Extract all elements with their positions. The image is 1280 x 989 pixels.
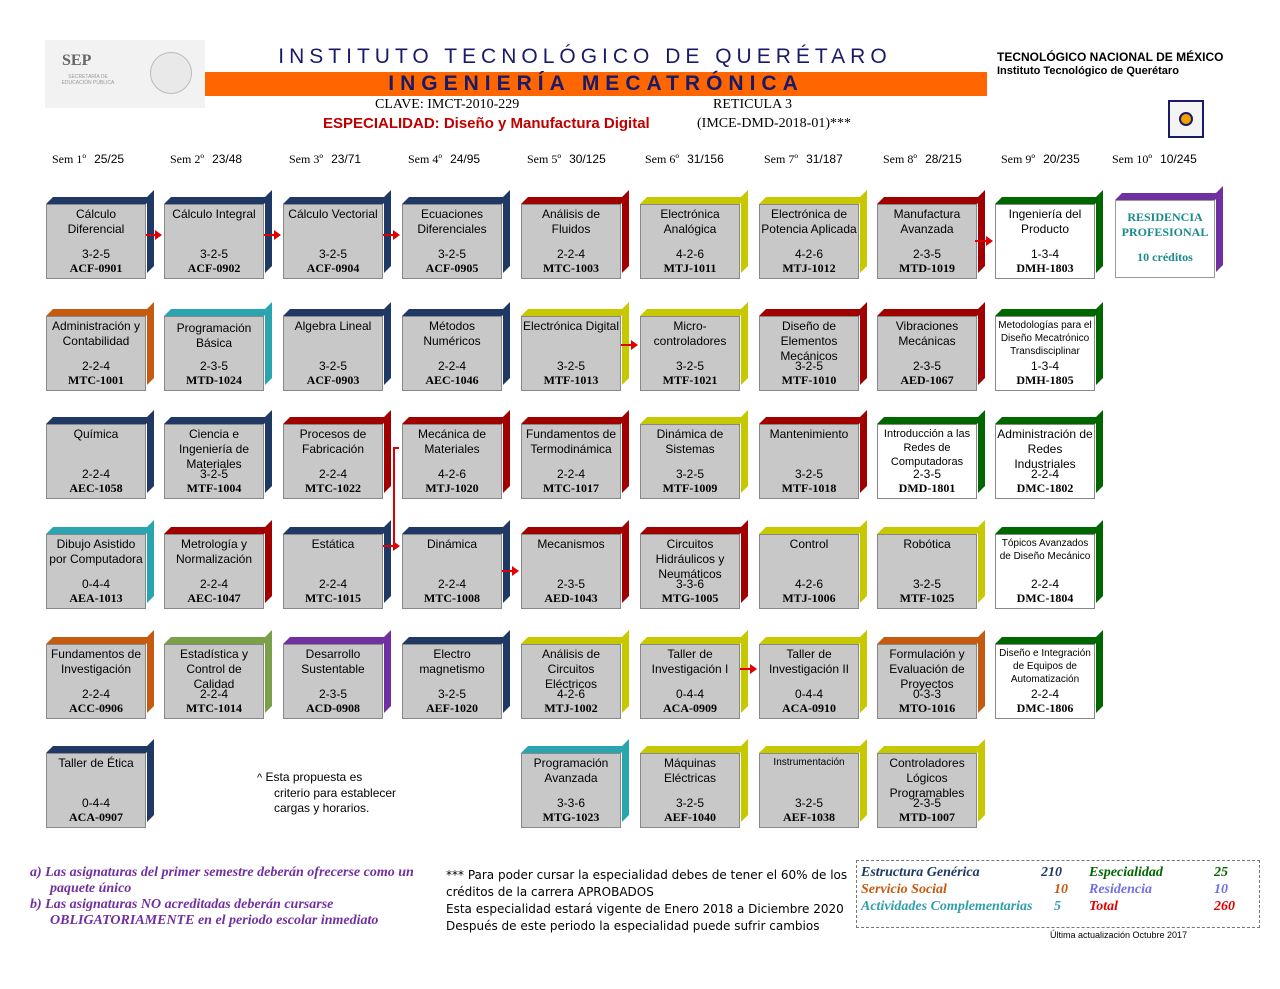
course-card (521, 753, 621, 828)
course-hours: 3-3-6 (556, 796, 585, 810)
course-card (164, 644, 264, 719)
note-text: Esta propuesta es (265, 770, 363, 784)
course-card (877, 753, 977, 828)
course-hours: 3-2-5 (794, 796, 823, 810)
prerequisite-arrow (383, 234, 398, 236)
course-hours: 2-2-4 (437, 359, 466, 373)
course-code: ACD-0908 (306, 701, 360, 715)
course-code: AEC-1047 (187, 591, 241, 605)
course-hours: 2-3-5 (912, 359, 941, 373)
course-name: Administración de Redes Industriales (997, 427, 1093, 471)
course-code: MTC-1014 (186, 701, 242, 715)
semester-label: Sem 4º (408, 152, 443, 166)
note-bullet-icon: ^ (257, 772, 263, 784)
course-code: MTC-1022 (305, 481, 361, 495)
legend-generica-label: Estructura Genérica (861, 865, 980, 880)
legend-especialidad-label: Especialidad (1089, 865, 1163, 880)
course-hours: 2-2-4 (1030, 467, 1059, 481)
course-card (877, 534, 977, 609)
course-hours: 3-2-5 (199, 247, 228, 261)
semester-header (408, 152, 480, 167)
semester-credits: 10/245 (1160, 152, 1197, 166)
tecnm-title: TECNOLÓGICO NACIONAL DE MÉXICO (997, 50, 1224, 64)
course-card (46, 316, 146, 391)
course-card (877, 204, 977, 279)
footnote-line: Después de este periodo la especialidad puede sufrir cambios (446, 919, 820, 933)
semester-label: Sem 3º (289, 152, 324, 166)
institute-title: INSTITUTO TECNOLÓGICO DE QUERÉTARO (278, 45, 892, 68)
course-hours: 2-2-4 (1030, 687, 1059, 701)
course-card (640, 424, 740, 499)
course-code: AEC-1058 (69, 481, 123, 495)
semester-header (52, 152, 124, 167)
semester-credits: 24/95 (450, 152, 481, 166)
course-code: MTJ-1012 (782, 261, 836, 275)
course-hours: 3-2-5 (912, 577, 941, 591)
course-card (402, 424, 502, 499)
semester-credits: 25/25 (94, 152, 125, 166)
course-name: Robótica (903, 537, 951, 551)
legend-servicio-label: Servicio Social (861, 882, 947, 897)
course-card (521, 316, 621, 391)
especialidad-code: (IMCE-DMD-2018-01)*** (697, 116, 851, 131)
course-card (877, 644, 977, 719)
mexico-seal-icon (150, 52, 192, 94)
course-hours: 2-2-4 (199, 577, 228, 591)
course-hours: 2-2-4 (318, 467, 347, 481)
semester-credits: 23/71 (331, 152, 362, 166)
course-name: Taller de Investigación II (768, 647, 850, 676)
course-code: ACC-0906 (69, 701, 123, 715)
itq-logo (1168, 100, 1204, 138)
course-name: Desarrollo Sustentable (301, 647, 365, 676)
course-hours: 2-2-4 (437, 577, 466, 591)
course-name: Algebra Lineal (294, 319, 372, 333)
course-hours: 0-4-4 (81, 577, 110, 591)
course-name: Controladores Lógicos Programables (889, 756, 965, 800)
course-hours: 2-2-4 (81, 467, 110, 481)
prerequisite-arrow (383, 545, 398, 547)
course-code: DMH-1805 (1016, 373, 1074, 387)
semester-credits: 31/187 (806, 152, 843, 166)
footnotes-especialidad (446, 867, 847, 935)
course-hours: 3-2-5 (556, 359, 585, 373)
course-hours: 0-3-3 (912, 687, 941, 701)
course-hours: 3-2-5 (675, 467, 704, 481)
course-name: Ingeniería del Producto (1008, 207, 1082, 236)
course-name: Análisis de Circuitos Eléctricos (541, 647, 601, 691)
semester-credits: 23/48 (212, 152, 243, 166)
course-code: MTF-1021 (662, 373, 718, 387)
course-hours: 1-3-4 (1030, 247, 1059, 261)
course-card (521, 534, 621, 609)
course-code: MTD-1007 (899, 810, 955, 824)
course-hours: 2-2-4 (81, 687, 110, 701)
course-card (283, 204, 383, 279)
course-hours: 2-2-4 (199, 687, 228, 701)
course-name: Vibraciones Mecánicas (895, 319, 959, 348)
course-code: AEF-1040 (664, 810, 716, 824)
itq-subtitle: Instituto Tecnológico de Querétaro (997, 65, 1179, 77)
footnote-line: paquete único (50, 881, 132, 896)
course-code: AEC-1046 (425, 373, 479, 387)
residencia-credits: 10 créditos (1137, 250, 1193, 264)
semester-header (1001, 152, 1080, 167)
course-name: Electro magnetismo (419, 647, 485, 676)
course-card (164, 316, 264, 391)
course-hours: 3-2-5 (437, 247, 466, 261)
course-code: MTG-1005 (661, 591, 719, 605)
semester-credits: 20/235 (1043, 152, 1080, 166)
course-hours: 3-2-5 (437, 687, 466, 701)
course-card (759, 644, 859, 719)
course-name: Dinámica de Sistemas (656, 427, 724, 456)
course-code: MTF-1025 (899, 591, 955, 605)
course-hours: 3-2-5 (794, 359, 823, 373)
course-name: Metodologías para el Diseño Mecatrónico Transdisciplinar (998, 320, 1092, 357)
semester-header (1112, 152, 1197, 167)
course-code: ACF-0905 (425, 261, 479, 275)
footnotes-rules (30, 865, 440, 929)
course-name: Mecanismos (537, 537, 605, 551)
course-name: Máquinas Eléctricas (663, 756, 717, 785)
course-name: Metrología y Normalización (175, 537, 253, 566)
course-hours: 4-2-6 (437, 467, 466, 481)
semester-label: Sem 2º (170, 152, 205, 166)
course-hours: 3-2-5 (675, 359, 704, 373)
course-name: Instrumentación (773, 757, 845, 768)
course-hours: 2-2-4 (1030, 577, 1059, 591)
course-name: Dibujo Asistido por Computadora (49, 537, 143, 566)
course-hours: 3-2-5 (199, 467, 228, 481)
course-hours: 3-2-5 (794, 467, 823, 481)
course-card (640, 753, 740, 828)
course-card (283, 316, 383, 391)
course-card (402, 644, 502, 719)
prerequisite-connector (393, 447, 399, 449)
course-code: MTF-1010 (781, 373, 837, 387)
legend-residencia-label: Residencia (1089, 882, 1152, 897)
course-card (402, 316, 502, 391)
semester-label: Sem 9º (1001, 152, 1036, 166)
especialidad-title: ESPECIALIDAD: Diseño y Manufactura Digital (323, 115, 650, 132)
course-code: MTC-1015 (305, 591, 361, 605)
course-card (759, 204, 859, 279)
course-code: DMC-1802 (1016, 481, 1074, 495)
course-hours: 1-3-4 (1030, 359, 1059, 373)
course-hours: 3-2-5 (318, 359, 347, 373)
course-hours: 2-3-5 (556, 577, 585, 591)
course-code: ACF-0902 (187, 261, 241, 275)
course-code: MTF-1004 (186, 481, 242, 495)
prerequisite-arrow (502, 570, 517, 572)
semester-credits: 30/125 (569, 152, 606, 166)
course-code: MTF-1018 (781, 481, 837, 495)
prerequisite-arrow (146, 234, 160, 236)
course-hours: 0-4-4 (81, 796, 110, 810)
course-card (46, 534, 146, 609)
course-code: MTO-1016 (898, 701, 956, 715)
course-code: MTJ-1020 (425, 481, 479, 495)
course-code: MTJ-1011 (663, 261, 717, 275)
reticula-label: RETICULA 3 (713, 97, 792, 112)
course-card (640, 316, 740, 391)
course-name: Dinámica (426, 537, 477, 551)
course-name: Cálculo Vectorial (288, 207, 378, 221)
course-hours: 3-3-6 (675, 577, 704, 591)
footnote-line: créditos de la carrera APROBADOS (446, 885, 654, 899)
semester-header (170, 152, 242, 167)
course-code: DMH-1803 (1016, 261, 1074, 275)
course-name: Mecánica de Materiales (417, 427, 487, 456)
course-name: Fundamentos de Investigación (50, 647, 142, 676)
course-name: Química (73, 427, 119, 441)
course-name: Control (789, 537, 829, 551)
prerequisite-arrow (975, 240, 991, 242)
course-code: ACA-0907 (69, 810, 123, 824)
course-card (46, 753, 146, 828)
course-hours: 4-2-6 (675, 247, 704, 261)
course-code: ACA-0909 (663, 701, 717, 715)
course-card (995, 424, 1095, 499)
footnote-line: Esta especialidad estará vigente de Enero 2018 a Diciembre 2020 (446, 902, 844, 916)
prerequisite-arrow (740, 668, 755, 670)
course-code: MTC-1008 (424, 591, 480, 605)
course-card (759, 753, 859, 828)
course-name: Estadística y Control de Calidad (179, 647, 249, 691)
course-hours: 2-3-5 (199, 359, 228, 373)
semester-label: Sem 7º (764, 152, 799, 166)
residencia-card (1115, 200, 1215, 278)
course-code: AED-1043 (544, 591, 598, 605)
course-card (995, 644, 1095, 719)
legend-generica-value: 210 (1041, 865, 1062, 880)
course-code: DMC-1806 (1016, 701, 1074, 715)
course-card (640, 534, 740, 609)
semester-header (289, 152, 361, 167)
career-title: INGENIERÍA MECATRÓNICA (205, 72, 987, 96)
course-name: Formulación y Evaluación de Proyectos (889, 647, 965, 691)
course-code: MTC-1001 (68, 373, 124, 387)
last-updated: Última actualización Octubre 2017 (1050, 930, 1188, 940)
course-card (46, 424, 146, 499)
course-card (402, 204, 502, 279)
course-card (521, 204, 621, 279)
course-name: Fundamentos de Termodinámica (525, 427, 617, 456)
course-name: Electrónica Analógica (660, 207, 720, 236)
course-name: Análisis de Fluidos (541, 207, 601, 236)
course-hours: 4-2-6 (556, 687, 585, 701)
sep-logo-subtext: SECRETARÍA DE EDUCACIÓN PÚBLICA (61, 74, 115, 86)
course-name: Métodos Numéricos (423, 319, 481, 348)
course-hours: 2-2-4 (556, 467, 585, 481)
course-name: Manufactura Avanzada (893, 207, 961, 236)
legend-total-label: Total (1089, 899, 1119, 914)
footnote-line: a) Las asignaturas del primer semestre deberán ofrecerse como un (30, 865, 414, 880)
course-name: Cálculo Diferencial (67, 207, 125, 236)
course-card (759, 424, 859, 499)
course-hours: 0-4-4 (675, 687, 704, 701)
course-hours: 2-3-5 (912, 796, 941, 810)
course-code: DMC-1804 (1016, 591, 1074, 605)
course-name: Electrónica de Potencia Aplicada (761, 207, 857, 236)
course-name: Diseño de Elementos Mecánicos (780, 319, 838, 363)
course-card (164, 424, 264, 499)
footnote-line: *** Para poder cursar la especialidad debes de tener el 60% de los (446, 868, 848, 882)
course-name: Circuitos Hidráulicos y Neumáticos (655, 537, 725, 581)
prerequisite-connector (393, 447, 395, 545)
course-code: DMD-1801 (898, 481, 956, 495)
note-text: criterio para establecer (274, 786, 397, 800)
prerequisite-arrow (264, 234, 279, 236)
course-code: AED-1067 (900, 373, 954, 387)
course-card (877, 424, 977, 499)
legend-especialidad-value: 25 (1214, 865, 1228, 880)
course-name: Micro-controladores (653, 319, 727, 348)
course-name: Introducción a las Redes de Computadoras (883, 428, 971, 468)
course-card (46, 204, 146, 279)
course-card (995, 204, 1095, 279)
course-code: ACF-0901 (69, 261, 123, 275)
course-card (521, 424, 621, 499)
semester-label: Sem 5º (527, 152, 562, 166)
course-code: AEF-1020 (426, 701, 478, 715)
course-name: Programación Básica (176, 321, 252, 350)
itq-gear-icon (1179, 112, 1193, 126)
residencia-line1: RESIDENCIA (1127, 210, 1203, 224)
course-hours: 2-2-4 (81, 359, 110, 373)
course-name: Electrónica Digital (522, 319, 620, 333)
course-card (995, 534, 1095, 609)
legend-total-value: 260 (1214, 899, 1235, 914)
course-name: Tópicos Avanzados de Diseño Mecánico (999, 538, 1091, 562)
semester-header (883, 152, 962, 167)
course-name: Ecuaciones Diferenciales (417, 207, 487, 236)
course-name: Estática (311, 537, 355, 551)
semester-label: Sem 8º (883, 152, 918, 166)
course-card (283, 534, 383, 609)
course-name: Cálculo Integral (172, 207, 256, 221)
footnote-line: b) Las asignaturas NO acreditadas deberán cursarse (30, 897, 334, 912)
course-name: Procesos de Fabricación (299, 427, 367, 456)
course-hours: 2-2-4 (318, 577, 347, 591)
semester-label: Sem 10º (1112, 152, 1153, 166)
course-code: MTC-1003 (543, 261, 599, 275)
sep-logo-text: SEP (62, 52, 92, 69)
course-code: MTJ-1002 (544, 701, 598, 715)
course-code: MTF-1013 (543, 373, 599, 387)
legend-actividades-label: Actividades Complementarias (861, 899, 1033, 914)
semester-label: Sem 6º (645, 152, 680, 166)
course-card (283, 424, 383, 499)
course-card (759, 534, 859, 609)
proposal-note (257, 770, 396, 816)
semester-credits: 28/215 (925, 152, 962, 166)
semester-label: Sem 1º (52, 152, 87, 166)
prerequisite-arrow (621, 344, 636, 346)
course-code: MTF-1009 (662, 481, 718, 495)
clave-label: CLAVE: IMCT-2010-229 (375, 97, 520, 112)
course-hours: 2-2-4 (556, 247, 585, 261)
course-code: AEF-1038 (783, 810, 835, 824)
credits-legend (856, 860, 1260, 928)
semester-header (645, 152, 724, 167)
course-card (283, 644, 383, 719)
course-card (164, 534, 264, 609)
course-card (877, 316, 977, 391)
course-code: ACF-0903 (306, 373, 360, 387)
legend-residencia-value: 10 (1214, 882, 1228, 897)
course-name: Ciencia e Ingeniería de Materiales (178, 427, 250, 471)
course-card (402, 534, 502, 609)
course-name: Taller de Ética (58, 756, 134, 770)
course-card (759, 316, 859, 391)
course-name: Taller de Investigación I (651, 647, 729, 676)
course-hours: 3-2-5 (675, 796, 704, 810)
course-hours: 0-4-4 (794, 687, 823, 701)
course-code: MTG-1023 (542, 810, 600, 824)
course-code: MTD-1019 (899, 261, 955, 275)
course-card (164, 204, 264, 279)
course-code: MTD-1024 (186, 373, 242, 387)
course-card (521, 644, 621, 719)
course-hours: 4-2-6 (794, 577, 823, 591)
course-card (46, 644, 146, 719)
course-card (995, 316, 1095, 391)
semester-header (764, 152, 843, 167)
legend-actividades-value: 5 (1054, 899, 1061, 914)
course-code: ACA-0910 (782, 701, 836, 715)
footnote-line: OBLIGATORIAMENTE en el periodo escolar inmediato (50, 913, 379, 928)
course-card (640, 204, 740, 279)
course-card (640, 644, 740, 719)
note-text: cargas y horarios. (274, 801, 370, 815)
course-name: Mantenimiento (769, 427, 849, 441)
course-code: AEA-1013 (69, 591, 123, 605)
course-name: Administración y Contabilidad (51, 319, 141, 348)
course-hours: 2-3-5 (912, 467, 941, 481)
course-name: Programación Avanzada (533, 756, 609, 785)
course-code: MTJ-1006 (782, 591, 836, 605)
course-name: Diseño e Integración de Equipos de Automatización (999, 648, 1091, 685)
semester-credits: 31/156 (687, 152, 724, 166)
legend-servicio-value: 10 (1054, 882, 1068, 897)
course-hours: 3-2-5 (318, 247, 347, 261)
course-code: MTC-1017 (543, 481, 599, 495)
course-hours: 4-2-6 (794, 247, 823, 261)
semester-header (527, 152, 606, 167)
course-hours: 2-3-5 (912, 247, 941, 261)
course-hours: 2-3-5 (318, 687, 347, 701)
residencia-line2: PROFESIONAL (1121, 225, 1209, 239)
course-hours: 3-2-5 (81, 247, 110, 261)
course-code: ACF-0904 (306, 261, 360, 275)
